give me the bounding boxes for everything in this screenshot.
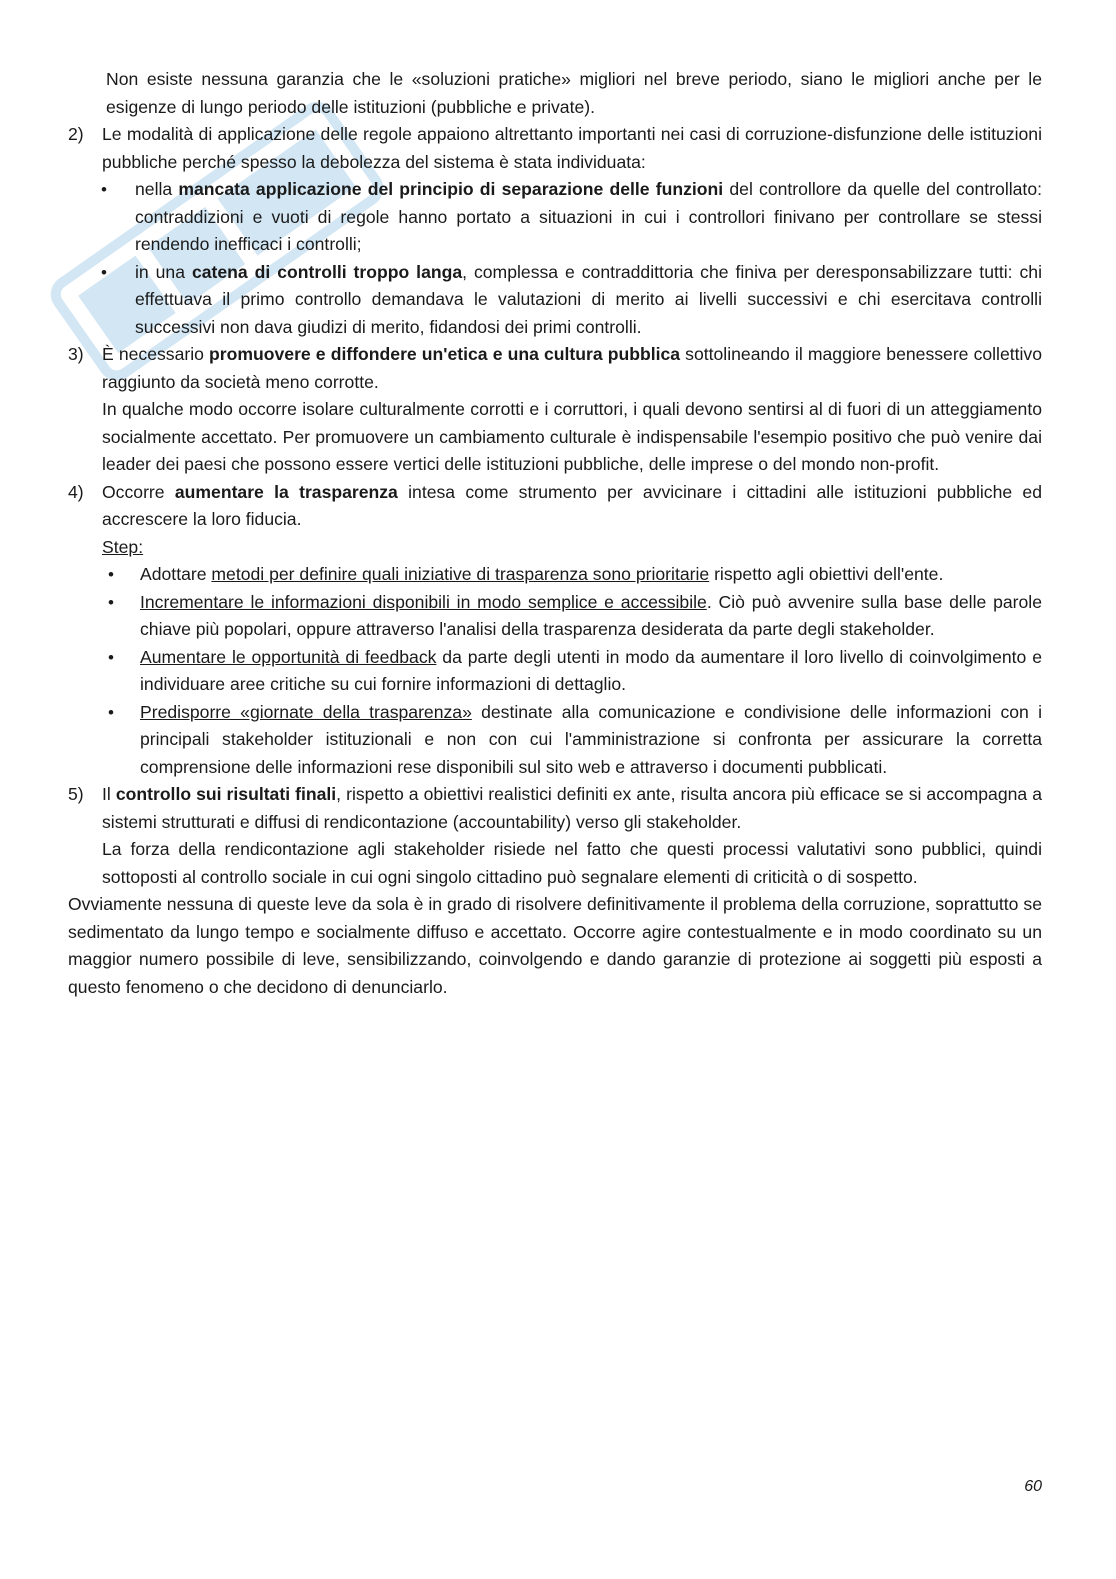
step-item	[68, 589, 1042, 644]
item-text: È necessario	[102, 344, 210, 364]
intro-paragraph: Non esiste nessuna garanzia che le «soluzioni pratiche» migliori nel breve periodo, siano le migliori anche per le esigenze di lungo periodo delle istituzioni (pubbliche e private).	[106, 69, 1042, 117]
item-5-paragraph: La forza della rendicontazione agli stakeholder risiede nel fatto che questi processi valutativi sono pubblici, quindi sottoposti al controllo sociale in cui ogni singolo cittadino può segnalare elementi di criticità o di sospetto.	[102, 839, 1042, 887]
list-item-3	[68, 341, 1042, 396]
document-body	[68, 66, 1042, 1001]
step-underlined-text: metodi per definire quali iniziative di trasparenza sono prioritarie	[211, 564, 710, 584]
item-number: 4)	[68, 481, 84, 502]
item-bold-text: aumentare la trasparenza	[174, 481, 398, 502]
item-text: Il	[102, 784, 116, 804]
bullet-text: nella	[135, 179, 179, 199]
bullet-text: del controllore da quelle del controllato: contraddizioni e vuoti di regole hanno portato a situazioni in cui i controllori finivano per controllare se stessi rendendo inefficaci i controlli;	[135, 179, 1042, 254]
item-number: 2)	[68, 124, 84, 144]
step-label-text: Step:	[102, 536, 144, 557]
item-text: Le modalità di applicazione delle regole appaiono altrettanto importanti nei casi di corruzione-disfunzione delle istituzioni pubbliche perché spesso la debolezza del sistema è stata individuata:	[102, 124, 1042, 172]
bullet-item	[68, 176, 1042, 259]
step-underlined-text: Incrementare le informazioni disponibili in modo semplice e accessibile	[140, 591, 707, 612]
bullet-bold-text: catena di controlli troppo langa	[191, 261, 463, 282]
list-item-2	[68, 121, 1042, 176]
list-item-4	[68, 479, 1042, 534]
step-label	[68, 534, 1042, 562]
bullet-text: in una	[135, 261, 192, 282]
bullet-text: , complessa e contraddittoria che finiva per deresponsabilizzare tutti: chi effettuava il primo controllo demandava le valutazioni di merito ai livelli successivi e chi esercitava controlli successivi non dava giudizi di merito, fidandosi dei primi controlli.	[135, 261, 1042, 337]
item-bold-text: promuovere e diffondere un'etica e una cultura pubblica	[209, 344, 681, 364]
item-text: sottolineando il maggiore benessere collettivo raggiunto da società meno corrotte.	[102, 344, 1043, 392]
item-text: Occorre	[102, 481, 175, 502]
step-underlined-text: Predisporre «giornate della trasparenza»	[140, 701, 472, 722]
step-item	[68, 561, 1042, 589]
item-text: intesa come strumento per avvicinare i cittadini alle istituzioni pubbliche ed accrescere la loro fiducia.	[102, 481, 1042, 529]
item-text: , rispetto a obiettivi realistici definiti ex ante, risulta ancora più efficace se si accompagna a sistemi strutturati e diffusi di rendicontazione (accountability) verso gli stakeholder.	[102, 784, 1042, 832]
list-item-5	[68, 781, 1042, 836]
step-text: destinate alla comunicazione e condivisione delle informazioni con i principali stakeholder istituzionali e non con cui l'amministrazione si confronta per assicurare la corretta comprensione delle informazioni rese disponibili sul sito web e attraverso i documenti pubblicati.	[140, 701, 1042, 777]
bullet-bold-text: mancata applicazione del principio di separazione delle funzioni	[178, 179, 724, 199]
step-item	[68, 644, 1042, 699]
bullet-item	[68, 259, 1042, 342]
step-text: . Ciò può avvenire sulla base delle parole chiave più popolari, oppure attraverso l'analisi della trasparenza desiderata da parte degli stakeholder.	[140, 591, 1042, 639]
step-text: da parte degli utenti in modo da aumentare il loro livello di coinvolgimento e individuare aree critiche su cui fornire informazioni di dettaglio.	[140, 646, 1042, 694]
step-text: Adottare	[140, 564, 212, 584]
step-underlined-text: Aumentare le opportunità di feedback	[140, 646, 437, 667]
page-number: 60	[1024, 1478, 1042, 1495]
item-3-paragraph: In qualche modo occorre isolare culturalmente corrotti e i corruttori, i quali devono sentirsi al di fuori di un atteggiamento socialmente accettato. Per promuovere un cambiamento culturale è indispensabile l'esempio positivo che può venire dai leader dei paesi che possono essere vertici delle istituzioni pubbliche, delle imprese o del mondo non-profit.	[102, 399, 1042, 474]
step-text: rispetto agli obiettivi dell'ente.	[709, 564, 944, 584]
conclusion-paragraph: Ovviamente nessuna di queste leve da sola è in grado di risolvere definitivamente il problema della corruzione, soprattutto se sedimentato da lungo tempo e socialmente diffuso e accettato. Occorre agire contestualmente e in modo coordinato su un maggior numero possibile di leve, sensibilizzando, coinvolgendo e dando garanzie di protezione ai soggetti più esposti a questo fenomeno o che decidono di denunciarlo.	[68, 894, 1042, 997]
item-bold-text: controllo sui risultati finali	[115, 784, 337, 804]
step-item	[68, 699, 1042, 782]
item-number: 5)	[68, 784, 84, 804]
item-number: 3)	[68, 344, 84, 364]
